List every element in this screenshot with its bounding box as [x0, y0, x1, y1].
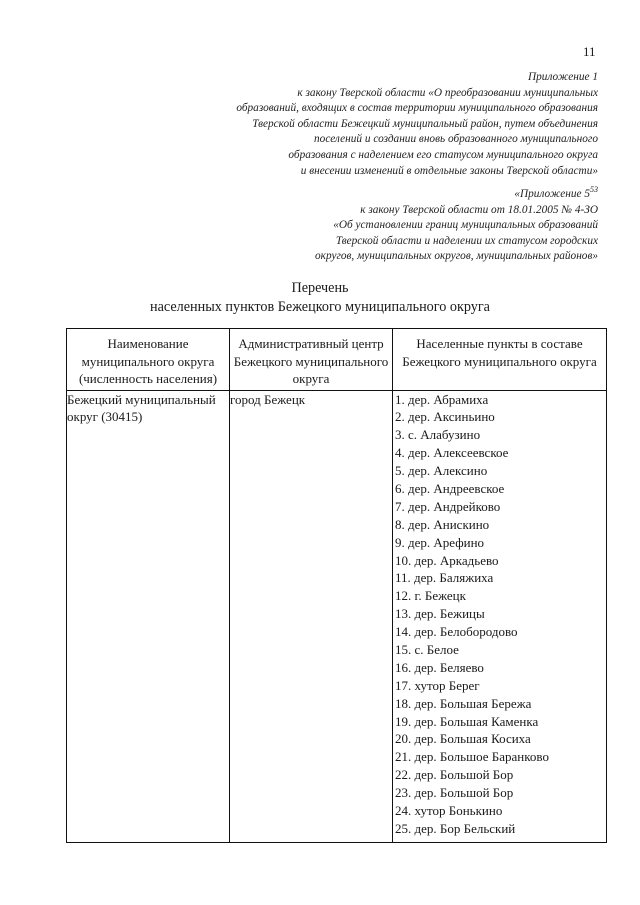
list-item: 24. хутор Бонькино	[392, 802, 606, 820]
list-item: 6. дер. Андреевское	[392, 480, 606, 498]
cell-settlements	[393, 390, 607, 842]
list-item: 10. дер. Аркадьево	[392, 552, 606, 570]
list-item: 25. дер. Бор Бельский	[392, 820, 606, 838]
cell-district: Бежецкий муниципальный округ (30415)	[67, 390, 230, 842]
appendix-5-title	[78, 187, 598, 203]
appendix-1-line: образования с наделением его статусом муниципального округа	[288, 148, 598, 161]
settlement-list	[393, 391, 606, 838]
appendix-5-line: «Об установлении границ муниципальных образований	[333, 219, 598, 232]
list-item: 15. с. Белое	[392, 641, 606, 659]
appendix-5-title-text: «Приложение 5	[514, 188, 590, 200]
table-row	[67, 390, 607, 842]
appendix-1-line: поселений и создании вновь образованного муниципального	[314, 133, 598, 146]
list-item: 9. дер. Арефино	[392, 534, 606, 552]
list-item: 8. дер. Анискино	[392, 516, 606, 534]
appendix-1-line: и внесении изменений в отдельные законы Тверской области»	[300, 164, 598, 177]
appendix-5-line: округов, муниципальных округов, муниципальных районов»	[315, 250, 598, 263]
list-item: 23. дер. Большой Бор	[392, 784, 606, 802]
table-header-row	[67, 329, 607, 391]
list-item: 18. дер. Большая Бережа	[392, 695, 606, 713]
list-item: 20. дер. Большая Косиха	[392, 730, 606, 748]
list-item: 1. дер. Абрамиха	[392, 391, 606, 409]
title-line-2: населенных пунктов Бежецкого муниципального округа	[150, 299, 490, 315]
appendix-1-line: Тверской области Бежецкий муниципальный район, путем объединения	[252, 117, 598, 130]
list-item: 11. дер. Баляжиха	[392, 569, 606, 587]
settlements-table	[66, 328, 607, 843]
list-item: 16. дер. Беляево	[392, 659, 606, 677]
appendix-1-line: к закону Тверской области «О преобразовании муниципальных	[297, 86, 598, 99]
appendix-5-line: к закону Тверской области от 18.01.2005 № 4-ЗО	[360, 203, 598, 216]
appendix-1-header	[78, 70, 598, 179]
list-item: 17. хутор Берег	[392, 677, 606, 695]
header-district: Наименование муниципального округа (численность населения)	[67, 329, 230, 391]
title-line-1: Перечень	[291, 280, 349, 296]
cell-center: город Бежецк	[230, 390, 393, 842]
list-item: 4. дер. Алексеевское	[392, 444, 606, 462]
list-item: 22. дер. Большой Бор	[392, 766, 606, 784]
page-number: 11	[583, 44, 596, 59]
list-item: 12. г. Бежецк	[392, 587, 606, 605]
list-item: 3. с. Алабузино	[392, 426, 606, 444]
header-center: Административный центр Бежецкого муниципального округа	[230, 329, 393, 391]
appendix-5-line: Тверской области и наделении их статусом городских	[335, 234, 598, 247]
appendix-1-line: Приложение 1	[528, 71, 598, 83]
appendix-1-line: образований, входящих в состав территории муниципального образования	[236, 102, 598, 115]
list-item: 21. дер. Большое Баранково	[392, 748, 606, 766]
header-settlements: Населенные пункты в составе Бежецкого муниципального округа	[393, 329, 607, 391]
list-item: 13. дер. Бежицы	[392, 605, 606, 623]
document-title	[0, 279, 640, 317]
list-item: 5. дер. Алексино	[392, 462, 606, 480]
list-item: 19. дер. Большая Каменка	[392, 713, 606, 731]
list-item: 2. дер. Аксиньино	[392, 408, 606, 426]
appendix-5-header	[78, 187, 598, 265]
appendix-5-title-sup: 53	[590, 185, 598, 195]
list-item: 7. дер. Андрейково	[392, 498, 606, 516]
list-item: 14. дер. Белобородово	[392, 623, 606, 641]
